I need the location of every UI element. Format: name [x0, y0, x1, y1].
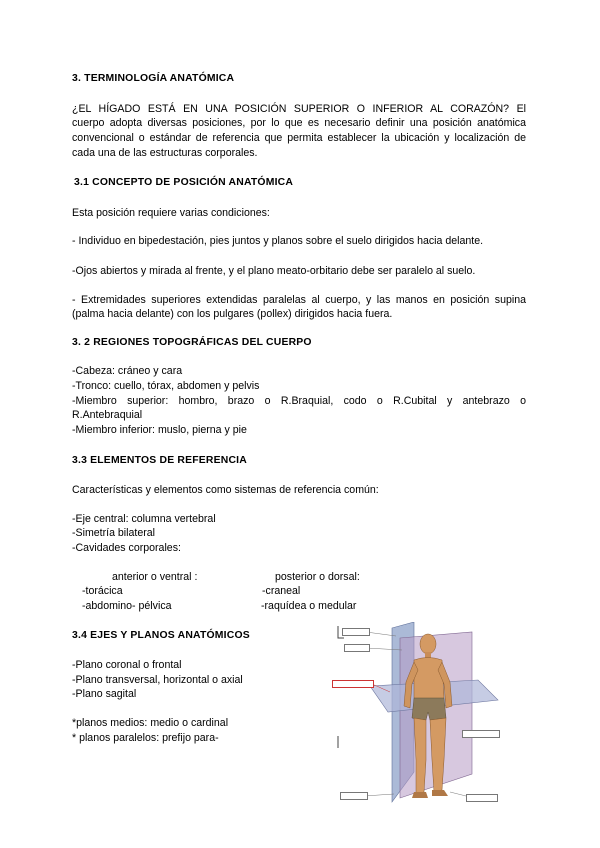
section-3-paragraph-line: cuerpo adopta diversas posiciones, por lo que es necesario definir una posición anatómica [72, 117, 526, 129]
plane-label-box [332, 680, 374, 688]
section-3-4-title: 3.4 EJES Y PLANOS ANATÓMICOS [72, 630, 250, 641]
region-item: -Cabeza: cráneo y cara [72, 365, 183, 377]
section-3-3-intro: Características y elementos como sistemas de referencia común: [72, 484, 379, 496]
anatomical-planes-illustration [330, 622, 526, 808]
plane-item: -Plano coronal o frontal [72, 659, 182, 671]
anterior-cavity-item: -abdomino- pélvica [82, 600, 172, 612]
posterior-cavity-item: -raquídea o medular [261, 600, 357, 612]
condition-item: - Individuo en bipedestación, pies juntos y planos sobre el suelo dirigidos hacia delante. [72, 235, 484, 247]
plane-label-box [340, 792, 368, 800]
region-item: -Miembro superior: hombro, brazo o R.Braquial, codo o R.Cubital y antebrazo o [72, 395, 526, 407]
plane-note: *planos medios: medio o cardinal [72, 717, 229, 729]
section-3-1-title: 3.1 CONCEPTO DE POSICIÓN ANATÓMICA [74, 177, 294, 188]
section-3-paragraph-line: ¿EL HÍGADO ESTÁ EN UNA POSICIÓN SUPERIOR O INFERIOR AL CORAZÓN? El [72, 103, 526, 115]
plane-label-box [344, 644, 370, 652]
condition-item-continued: (palma hacia delante) con los pulgares (pollex) dirigidos hacia fuera. [72, 308, 393, 320]
section-3-title: 3. TERMINOLOGÍA ANATÓMICA [72, 73, 235, 84]
region-item: -Tronco: cuello, tórax, abdomen y pelvis [72, 380, 260, 392]
plane-note: * planos paralelos: prefijo para- [72, 732, 219, 744]
plane-label-box [466, 794, 498, 802]
posterior-cavity-header: posterior o dorsal: [275, 571, 360, 583]
anterior-cavity-header: anterior o ventral : [112, 571, 198, 583]
condition-item: -Ojos abiertos y mirada al frente, y el plano meato-orbitario debe ser paralelo al suelo. [72, 265, 476, 277]
posterior-cavity-item: -craneal [262, 585, 301, 597]
region-item: -Miembro inferior: muslo, pierna y pie [72, 424, 247, 436]
section-3-2-title: 3. 2 REGIONES TOPOGRÁFICAS DEL CUERPO [72, 337, 312, 348]
reference-item: -Eje central: columna vertebral [72, 513, 216, 525]
plane-item: -Plano sagital [72, 688, 137, 700]
section-3-1-intro: Esta posición requiere varias condiciones: [72, 207, 270, 219]
plane-label-box [462, 730, 500, 738]
section-3-paragraph-line: convencional o estándar de referencia que permita establecer la ubicación y localización de [72, 132, 526, 144]
region-item-continued: R.Antebraquial [72, 409, 143, 421]
anterior-cavity-item: -torácica [82, 585, 123, 597]
reference-item: -Cavidades corporales: [72, 542, 181, 554]
condition-item: - Extremidades superiores extendidas paralelas al cuerpo, y las manos en posición supina [72, 294, 526, 306]
section-3-paragraph-line: cada una de las estructuras corporales. [72, 147, 258, 159]
section-3-3-title: 3.3 ELEMENTOS DE REFERENCIA [72, 455, 247, 466]
reference-item: -Simetría bilateral [72, 527, 156, 539]
plane-item: -Plano transversal, horizontal o axial [72, 674, 243, 686]
plane-label-box [342, 628, 370, 636]
